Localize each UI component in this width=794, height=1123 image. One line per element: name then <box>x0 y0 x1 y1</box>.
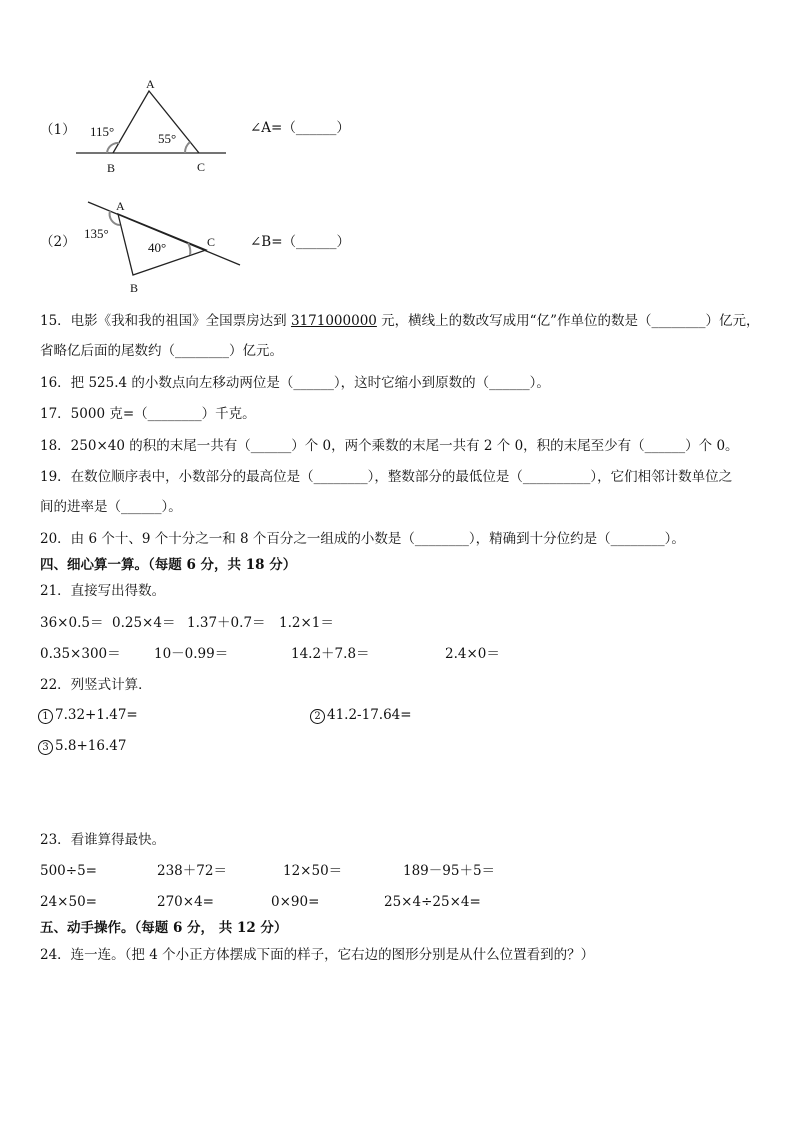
q22-item-3 <box>38 737 126 755</box>
q22-item-1-expr: 7.32+1.47= <box>55 707 138 723</box>
vertex-c-2: C <box>207 235 216 249</box>
vertex-c-1: C <box>197 160 206 174</box>
angle-arc-b-1 <box>107 143 119 153</box>
angle-arc-c-1 <box>185 142 190 153</box>
q23-r1-c3: 12×50＝ <box>283 863 343 879</box>
section-4-heading: 四、细心算一算。（每题 6 分，共 18 分） <box>40 557 297 573</box>
q23-r2-c3: 0×90= <box>271 894 320 910</box>
q22-item-2-expr: 41.2-17.64= <box>327 707 412 723</box>
question-19-line-1: 19．在数位顺序表中，小数部分的最高位是（________），整数部分的最低位是（__________），它们相邻计数单位之 <box>40 469 733 485</box>
question-20: 20．由 6 个十、9 个十分之一和 8 个百分之一组成的小数是（________），精确到十分位约是（________）。 <box>40 531 685 547</box>
q21-r1-c1: 36×0.5＝ <box>40 615 104 631</box>
question-19-line-2: 间的进率是（______）。 <box>40 499 182 515</box>
triangle-2-diagram <box>80 196 250 296</box>
vertex-a-1: A <box>146 77 155 91</box>
angle-label-ext-2: 135° <box>84 226 109 241</box>
angle-label-c-2: 40° <box>148 240 167 255</box>
q22-item-1 <box>38 706 138 724</box>
q22-item-3-expr: 5.8+16.47 <box>55 738 127 754</box>
question-17: 17．5000 克=（________）千克。 <box>40 406 256 422</box>
question-angle-b: ∠B=（______） <box>250 234 351 250</box>
angle-arc-c-2 <box>188 243 190 255</box>
q23-r2-c2: 270×4= <box>157 894 214 910</box>
triangle-1-sides <box>113 91 199 153</box>
angle-label-ext-1: 115° <box>90 124 115 139</box>
q23-r1-c2: 238＋72＝ <box>157 863 227 879</box>
circled-number-2: 2 <box>310 709 325 724</box>
q21-r2-c4: 2.4×0＝ <box>445 646 500 662</box>
circled-number-1: 1 <box>38 709 53 724</box>
q23-r2-c4: 25×4÷25×4= <box>384 894 481 910</box>
q21-r1-c4: 1.2×1＝ <box>279 615 334 631</box>
question-24: 24．连一连。（把 4 个小正方体摆成下面的样子，它右边的图形分别是从什么位置看到的？） <box>40 947 595 963</box>
question-angle-a: ∠A=（______） <box>250 120 350 136</box>
q22-item-2 <box>310 706 412 724</box>
triangle-1-diagram <box>70 74 240 178</box>
question-18: 18．250×40 的积的末尾一共有（______）个 0，两个乘数的末尾一共有 2 个 0，积的末尾至少有（______）个 0。 <box>40 438 739 454</box>
q21-r2-c2: 10－0.99＝ <box>154 646 229 662</box>
question-23-title: 23．看谁算得最快。 <box>40 832 166 848</box>
question-16: 16．把 525.4 的小数点向左移动两位是（______），这时它缩小到原数的（______）。 <box>40 375 550 391</box>
figure-2-label: （2） <box>40 234 76 250</box>
question-15-line-2: 省略亿后面的尾数约（________）亿元。 <box>40 343 283 359</box>
q21-r2-c1: 0.35×300＝ <box>40 646 121 662</box>
vertex-b-1: B <box>107 161 116 175</box>
q21-r2-c3: 14.2＋7.8＝ <box>291 646 370 662</box>
angle-label-c-1: 55° <box>158 131 177 146</box>
question-21-title: 21．直接写出得数。 <box>40 583 166 599</box>
vertex-a-2: A <box>116 199 125 213</box>
q21-r1-c3: 1.37＋0.7＝ <box>187 615 266 631</box>
question-15-underlined-number: 3171000000 <box>290 313 377 329</box>
question-22-title: 22．列竖式计算． <box>40 677 152 693</box>
circled-number-3: 3 <box>38 740 53 755</box>
q23-r1-c4: 189－95＋5＝ <box>403 863 496 879</box>
figure-1-label: （1） <box>40 122 76 138</box>
question-15-pre: 15．电影《我和我的祖国》全国票房达到 <box>40 313 291 329</box>
question-15-line-1 <box>40 312 760 330</box>
q23-r2-c1: 24×50= <box>40 894 97 910</box>
section-5-heading: 五、动手操作。（每题 6 分， 共 12 分） <box>40 920 288 936</box>
question-15-post: 元，横线上的数改写成用“亿”作单位的数是（________）亿元， <box>376 313 760 329</box>
q21-r1-c2: 0.25×4＝ <box>112 615 176 631</box>
vertex-b-2: B <box>130 281 139 295</box>
q23-r1-c1: 500÷5= <box>40 863 97 879</box>
